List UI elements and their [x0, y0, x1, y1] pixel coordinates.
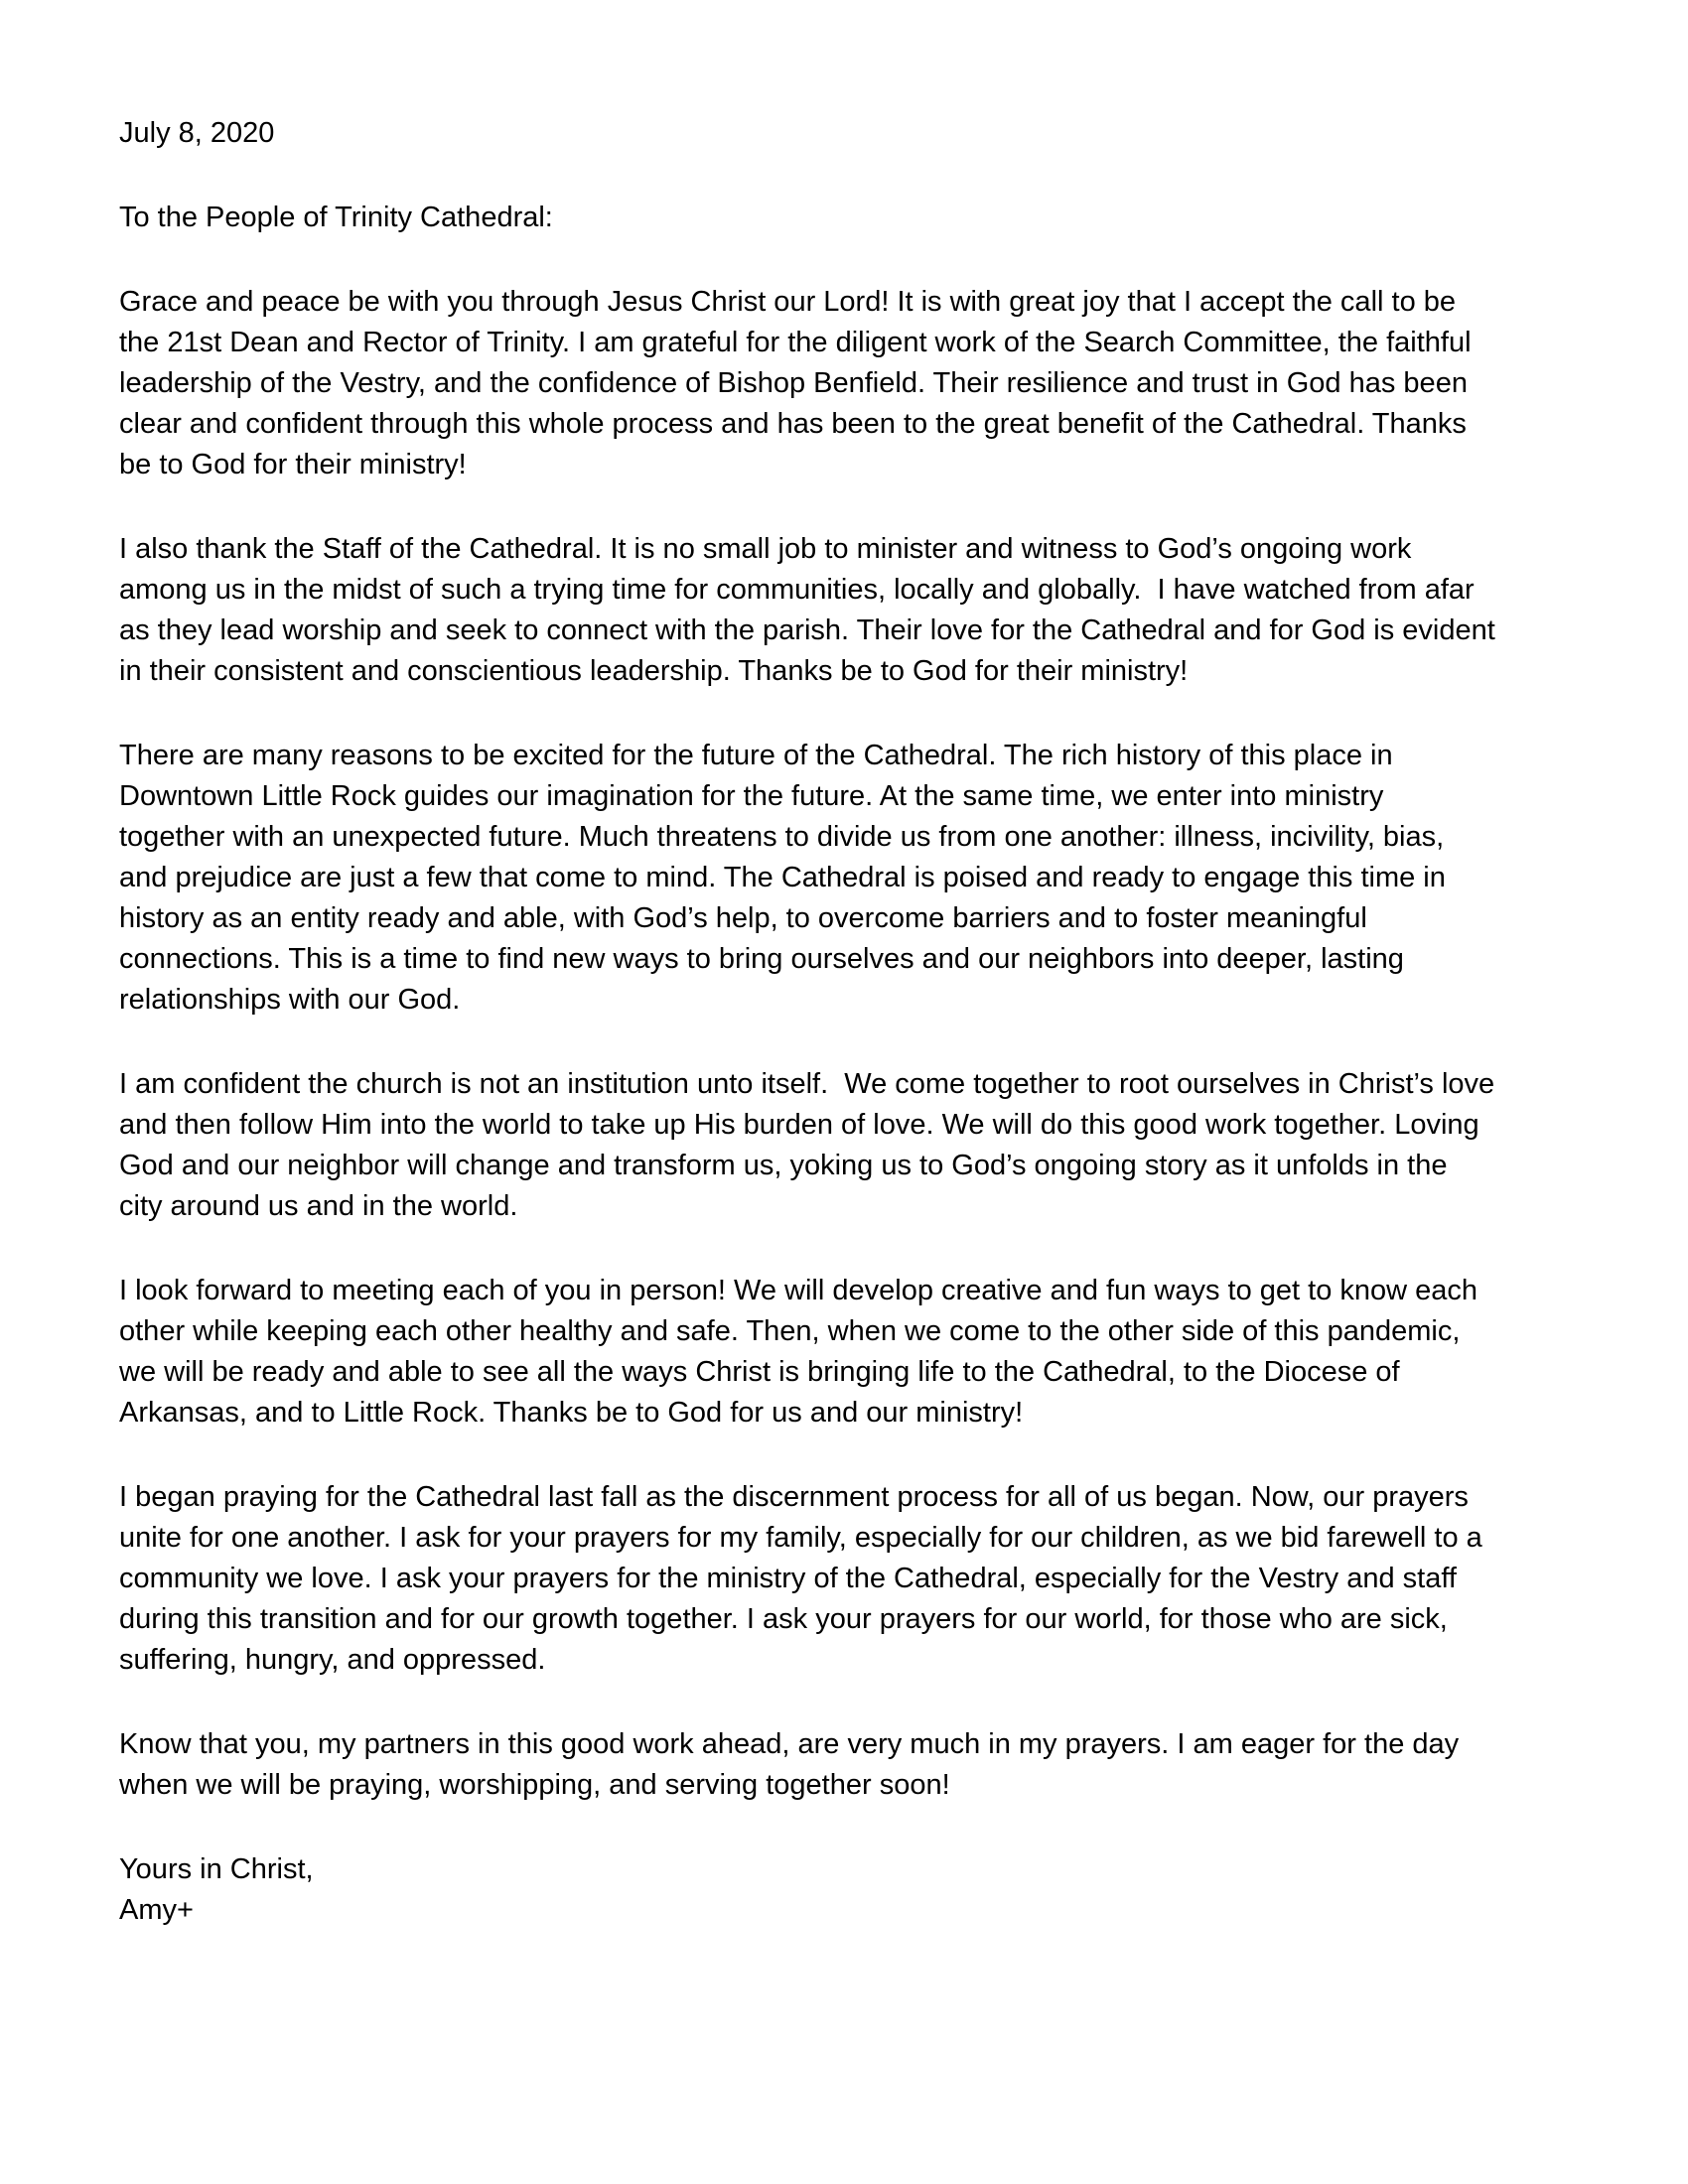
- letter-line: suffering, hungry, and oppressed.: [119, 1644, 546, 1676]
- paragraph: [119, 1477, 1569, 1681]
- paragraph: [119, 736, 1569, 1021]
- letter-line: Downtown Little Rock guides our imagination for the future. At the same time, we enter into ministry: [119, 780, 1384, 812]
- paragraph: [119, 282, 1569, 485]
- letter-line: together with an unexpected future. Much threatens to divide us from one another: illness, incivility, bias,: [119, 821, 1445, 853]
- paragraph: [119, 529, 1569, 692]
- letter-line: I look forward to meeting each of you in person! We will develop creative and fun ways to get to know each: [119, 1275, 1478, 1306]
- letter-line: we will be ready and able to see all the ways Christ is bringing life to the Cathedral, to the Diocese of: [119, 1356, 1400, 1388]
- letter-line: connections. This is a time to find new ways to bring ourselves and our neighbors into deeper, lasting: [119, 943, 1404, 975]
- letter-line: I am confident the church is not an institution unto itself. We come together to root ourselves in Christ’s love: [119, 1068, 1495, 1100]
- date-line: July 8, 2020: [119, 117, 275, 149]
- letter-line: clear and confident through this whole process and has been to the great benefit of the Cathedral. Thanks: [119, 408, 1467, 440]
- paragraph: [119, 1064, 1569, 1227]
- letter-line: the 21st Dean and Rector of Trinity. I am grateful for the diligent work of the Search Committee, the faithful: [119, 327, 1472, 358]
- letter-line: when we will be praying, worshipping, and serving together soon!: [119, 1769, 950, 1801]
- letter-line: history as an entity ready and able, with God’s help, to overcome barriers and to foster meaningful: [119, 902, 1367, 934]
- date-block: [119, 113, 1569, 154]
- letter-body: [119, 282, 1569, 1806]
- salutation: To the People of Trinity Cathedral:: [119, 202, 553, 233]
- letter-line: during this transition and for our growth together. I ask your prayers for our world, for those who are sick,: [119, 1603, 1448, 1635]
- letter-line: be to God for their ministry!: [119, 449, 467, 480]
- signature: Amy+: [119, 1894, 194, 1926]
- letter-line: Arkansas, and to Little Rock. Thanks be to God for us and our ministry!: [119, 1397, 1024, 1429]
- letter-line: as they lead worship and seek to connect with the parish. Their love for the Cathedral and for God is evident: [119, 614, 1495, 646]
- letter-line: I also thank the Staff of the Cathedral. It is no small job to minister and witness to God’s ongoing work: [119, 533, 1412, 565]
- letter-line: Know that you, my partners in this good work ahead, are very much in my prayers. I am eager for the day: [119, 1728, 1460, 1760]
- letter-line: unite for one another. I ask for your prayers for my family, especially for our children, as we bid farewell to a: [119, 1522, 1482, 1554]
- letter-line: in their consistent and conscientious leadership. Thanks be to God for their ministry!: [119, 655, 1189, 687]
- letter-line: other while keeping each other healthy and safe. Then, when we come to the other side of this pandemic,: [119, 1315, 1461, 1347]
- letter-line: I began praying for the Cathedral last fall as the discernment process for all of us began. Now, our prayers: [119, 1481, 1469, 1513]
- letter-line: relationships with our God.: [119, 984, 461, 1016]
- letter-line: and prejudice are just a few that come to mind. The Cathedral is poised and ready to engage this time in: [119, 862, 1446, 893]
- paragraph: [119, 1271, 1569, 1433]
- closing-block: [119, 1849, 1569, 1931]
- closing-line: Yours in Christ,: [119, 1853, 314, 1885]
- letter-line: God and our neighbor will change and transform us, yoking us to God’s ongoing story as it unfolds in the: [119, 1150, 1448, 1181]
- letter-line: and then follow Him into the world to take up His burden of love. We will do this good work together. Loving: [119, 1109, 1479, 1141]
- letter-line: among us in the midst of such a trying time for communities, locally and globally. I have watched from afar: [119, 574, 1475, 606]
- letter-line: Grace and peace be with you through Jesus Christ our Lord! It is with great joy that I accept the call to be: [119, 286, 1457, 318]
- letter-line: There are many reasons to be excited for the future of the Cathedral. The rich history of this place in: [119, 740, 1393, 771]
- letter-line: community we love. I ask your prayers for the ministry of the Cathedral, especially for the Vestry and staff: [119, 1563, 1457, 1594]
- letter-line: city around us and in the world.: [119, 1190, 518, 1222]
- paragraph: [119, 1724, 1569, 1806]
- letter-line: leadership of the Vestry, and the confidence of Bishop Benfield. Their resilience and trust in God has been: [119, 367, 1468, 399]
- salutation-block: [119, 198, 1569, 238]
